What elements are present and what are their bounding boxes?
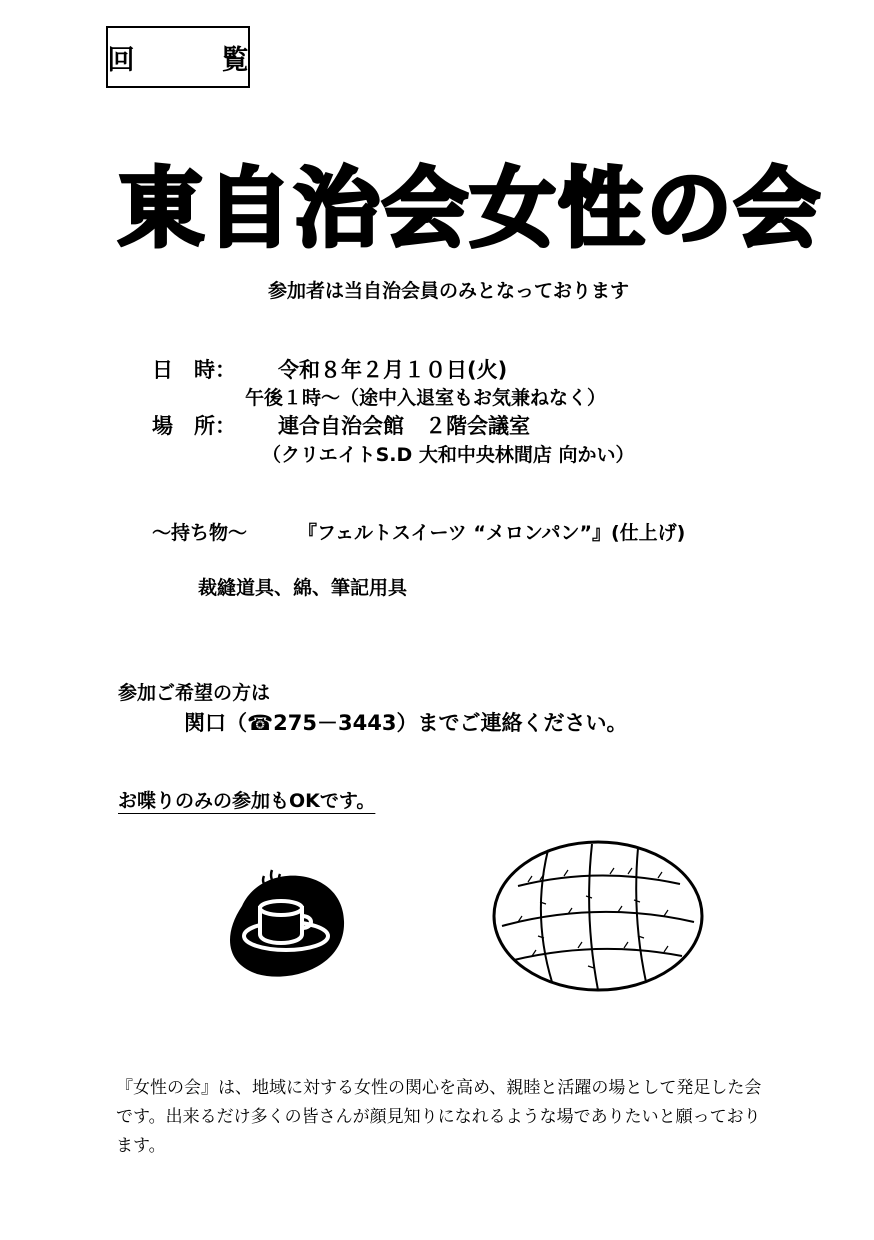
- contact-name: 関口（: [184, 711, 247, 735]
- place-note: （クリエイトS.D 大和中央林間店 向かい）: [262, 444, 635, 466]
- description-line-2: です。出来るだけ多くの皆さんが顔見知りになれるような場でありたいと願っており: [116, 1107, 761, 1127]
- items-label: ～持ち物～: [152, 522, 248, 544]
- items-theme: 『フェルトスイーツ “メロンパン”』(仕上げ): [298, 522, 686, 544]
- phone-icon: ☎: [247, 711, 274, 735]
- description-line-1: 『女性の会』は、地域に対する女性の関心を高め、親睦と活躍の場として発足した会: [116, 1078, 762, 1098]
- circulation-stamp: [106, 26, 279, 88]
- contact-intro: 参加ご希望の方は: [118, 682, 271, 704]
- place-label: 場 所：: [152, 414, 236, 438]
- contact-phone: 275－3443: [273, 711, 397, 735]
- melon-pan-illustration: [488, 836, 708, 996]
- page-title: 東自治会女性の会: [118, 159, 822, 259]
- description-line-3: ます。: [116, 1136, 166, 1156]
- date-label: 日 時：: [152, 358, 236, 382]
- circulation-stamp-text: 回 覧: [107, 44, 279, 76]
- contact-suffix: ）までご連絡ください。: [396, 711, 628, 735]
- contact-line: [184, 707, 627, 737]
- casual-note: お喋りのみの参加もOKです。: [118, 790, 376, 812]
- place-value: 連合自治会館 ２階会議室: [278, 414, 530, 438]
- subtitle: 参加者は当自治会員のみとなっております: [268, 280, 630, 302]
- coffee-cup-icon: [222, 866, 356, 986]
- date-value: 令和８年２月１０日(火): [278, 358, 508, 382]
- time-value: 午後１時～（途中入退室もお気兼ねなく）: [245, 387, 607, 409]
- items-list: 裁縫道具、綿、筆記用具: [198, 577, 408, 599]
